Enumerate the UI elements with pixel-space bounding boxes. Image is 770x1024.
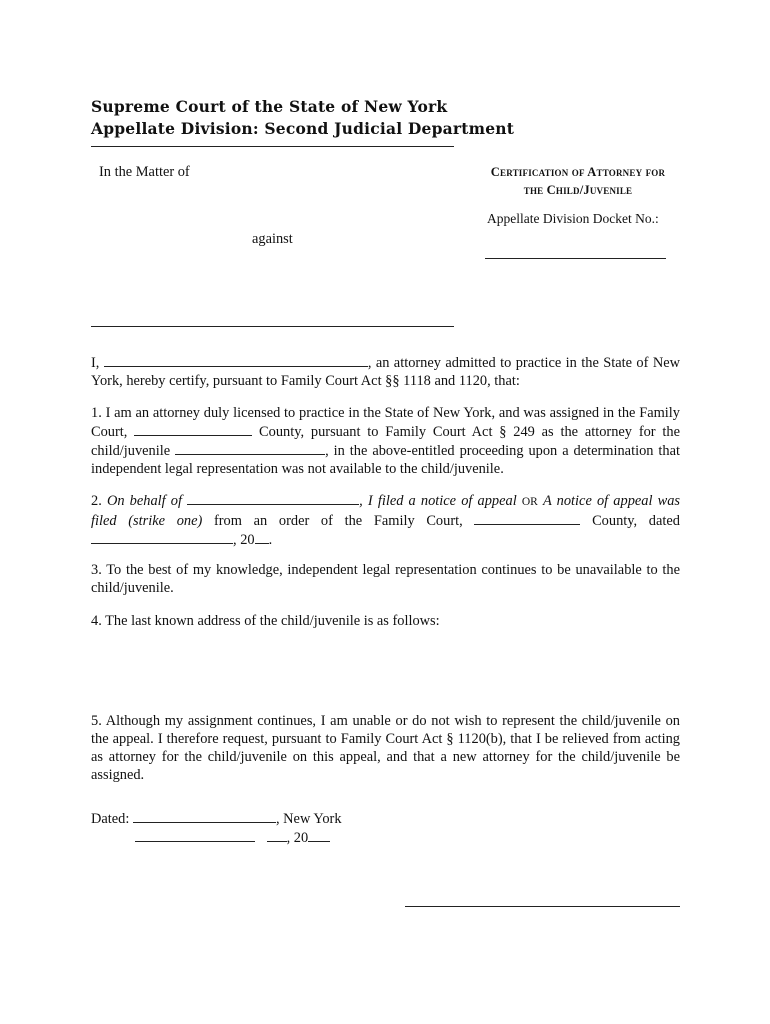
header-rule (91, 146, 454, 147)
order-county-field[interactable] (474, 511, 580, 525)
paragraph-2-number: 2. (91, 493, 102, 509)
intro-prefix: I, (91, 355, 100, 371)
paragraph-2 (91, 491, 680, 549)
matter-label: In the Matter of (99, 164, 190, 180)
paragraph-2-or: OR (521, 496, 538, 508)
dated-day-field[interactable] (267, 828, 287, 842)
paragraph-1 (91, 404, 680, 478)
dated-block (91, 809, 342, 847)
dated-date-row (91, 828, 342, 847)
attorney-name-field[interactable] (104, 353, 368, 367)
dated-year-field[interactable] (308, 828, 330, 842)
paragraph-1-text-b: County, pursuant to Family Court Act § 249 as the attorney for the child/juvenile (91, 424, 680, 459)
court-name-line: Supreme Court of the State of New York (91, 97, 448, 116)
paragraph-2-behalf: On behalf of (106, 493, 182, 509)
docket-number-field[interactable] (485, 258, 666, 259)
order-date-field[interactable] (91, 530, 233, 544)
paragraph-2-from: from an order of the Family Court, (213, 513, 463, 529)
paragraph-1-text-a: 1. I am an attorney duly licensed to practice in the State of New York, and was assigned in the Family Court, (91, 405, 680, 440)
dated-year-prefix: , 20 (286, 830, 309, 846)
signature-line[interactable] (405, 906, 680, 907)
court-header (91, 96, 514, 140)
intro-paragraph (91, 353, 680, 390)
paragraph-2-filed: , I filed a notice of appeal (359, 493, 517, 509)
dated-place-field[interactable] (133, 809, 276, 823)
docket-number-label: Appellate Division Docket No.: (487, 211, 659, 226)
paragraph-2-year: , 20 (233, 532, 255, 548)
dated-month-day-field[interactable] (135, 828, 255, 842)
document-title-line-1: Certification of Attorney for (490, 165, 666, 179)
paragraph-3: 3. To the best of my knowledge, independent legal representation continues to be unavailable to the child/juvenile. (91, 562, 680, 596)
dated-label: Dated: (91, 811, 130, 827)
caption-rule (91, 326, 454, 327)
court-division-line: Appellate Division: Second Judicial Department (91, 119, 515, 138)
paragraph-1-text-c: , in the above-entitled proceeding upon a determination that independent legal representation was not available to the child/juvenile. (91, 443, 680, 477)
dated-place-suffix: , New York (275, 811, 342, 827)
against-label: against (252, 231, 293, 247)
document-title-line-2: the Child/Juvenile (523, 183, 633, 197)
paragraph-2-end: . (268, 532, 273, 548)
paragraph-2-county: County, dated (592, 513, 680, 529)
dated-row (91, 809, 342, 828)
child-name-field[interactable] (175, 441, 325, 455)
family-court-county-field[interactable] (134, 422, 252, 436)
behalf-of-field[interactable] (187, 491, 359, 505)
paragraph-5: 5. Although my assignment continues, I am unable or do not wish to represent the child/juvenile on the appeal. I therefore request, pursuant to Family Court Act § 1120(b), that I be relieved from acting as attorney for the child/juvenile on this appeal, and that a new attorney for the child/juvenile be assigned. (91, 713, 680, 783)
paragraph-2-notice: A notice of appeal was filed (strike one) (91, 493, 681, 529)
order-year-field[interactable] (255, 530, 269, 544)
intro-suffix: , an attorney admitted to practice in the State of New York, hereby certify, pursuant to Family Court Act §§ 1118 and 1120, that: (91, 355, 681, 389)
paragraph-4: 4. The last known address of the child/juvenile is as follows: (91, 613, 440, 629)
document-title (462, 163, 694, 199)
